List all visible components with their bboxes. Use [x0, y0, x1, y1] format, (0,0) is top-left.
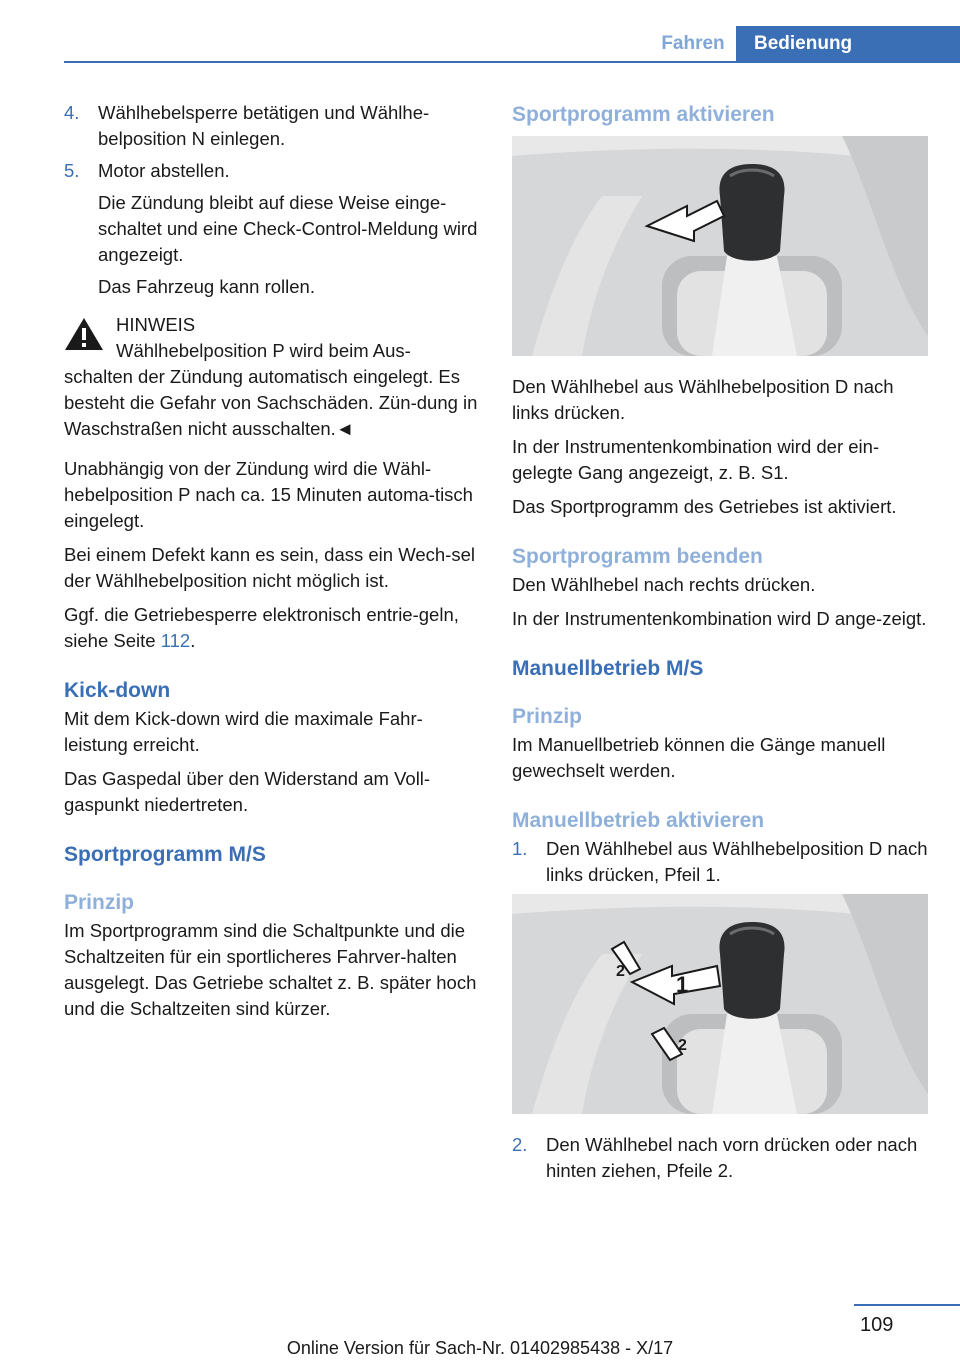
heading-sport-aktivieren: Sportprogramm aktivieren	[512, 103, 775, 126]
paragraph: Das Gaspedal über den Widerstand am Voll-gaspunkt niedertreten.	[64, 768, 431, 815]
list-number: 5.	[64, 160, 80, 181]
gear-lever-manual-illustration	[512, 894, 928, 1114]
paragraph-text: .	[190, 630, 196, 651]
paragraph: Das Sportprogramm des Getriebes ist aktiviert.	[512, 496, 897, 517]
list-number: 4.	[64, 102, 80, 123]
figure-gear-lever-left	[512, 136, 928, 356]
list-item-4	[64, 100, 478, 152]
list-text: Wählhebelsperre betätigen und Wählhe-belposition N einlegen.	[98, 102, 430, 149]
paragraph: Den Wählhebel aus Wählhebelposition D nach links drücken.	[512, 376, 894, 423]
list-item-5	[64, 158, 478, 300]
warning-box	[64, 312, 478, 442]
right-column	[512, 100, 928, 1190]
heading-prinzip-manual: Prinzip	[512, 705, 583, 728]
heading-manuell-aktivieren: Manuellbetrieb aktivieren	[512, 809, 765, 832]
footer-rule	[854, 1304, 960, 1306]
paragraph: Bei einem Defekt kann es sein, dass ein Wech-sel der Wählhebelposition nicht möglich ist.	[64, 544, 475, 591]
list-number: 1.	[512, 838, 528, 859]
warning-title: HINWEIS	[116, 314, 196, 335]
heading-sport-beenden: Sportprogramm beenden	[512, 545, 763, 568]
list-text: Die Zündung bleibt auf diese Weise einge-schaltet und eine Check-Control-Meldung wird angezeigt.	[98, 192, 478, 265]
paragraph: Unabhängig von der Zündung wird die Wähl-hebelposition P nach ca. 15 Minuten automa-tisch eingelegt.	[64, 458, 473, 531]
page-number: 109	[860, 1314, 894, 1336]
heading-manuellbetrieb: Manuellbetrieb M/S	[512, 657, 704, 680]
left-column	[64, 100, 478, 1030]
figure-gear-lever-manual	[512, 894, 928, 1114]
list-item-2	[512, 1132, 928, 1184]
paragraph-text: Ggf. die Getriebesperre elektronisch entrie-geln, siehe Seite	[64, 604, 459, 651]
page-link-112[interactable]: 112	[160, 630, 191, 651]
list-text: Den Wählhebel nach vorn drücken oder nach hinten ziehen, Pfeile 2.	[546, 1134, 918, 1181]
paragraph: Im Manuellbetrieb können die Gänge manuell gewechselt werden.	[512, 734, 886, 781]
warning-line-1: Wählhebelposition P wird beim Aus-	[116, 340, 411, 361]
paragraph: Im Sportprogramm sind die Schaltpunkte und die Schaltzeiten für ein sportlicheres Fahrver-halten ausgelegt. Das Getriebe schaltet z. B. später hoch und die Schaltzeiten sind kürzer.	[64, 920, 477, 1019]
list-text: Den Wählhebel aus Wählhebelposition D nach links drücken, Pfeil 1.	[546, 838, 928, 885]
fig-label-2-bottom: 2	[678, 1037, 687, 1054]
fig-label-2-top: 2	[616, 963, 625, 980]
list-text: Motor abstellen.	[98, 160, 230, 181]
warning-text: schalten der Zündung automatisch eingelegt. Es besteht die Gefahr von Sachschäden. Zün-dung in Waschstraßen nicht ausschalten.◄	[64, 366, 478, 439]
paragraph: In der Instrumentenkombination wird der ein-gelegte Gang angezeigt, z. B. S1.	[512, 436, 880, 483]
paragraph: Den Wählhebel nach rechts drücken.	[512, 574, 816, 595]
header-rule	[64, 61, 960, 63]
heading-kick-down: Kick-down	[64, 679, 171, 702]
heading-sportprogramm: Sportprogramm M/S	[64, 843, 266, 866]
paragraph: In der Instrumentenkombination wird D ange-zeigt.	[512, 608, 927, 629]
paragraph: Mit dem Kick-down wird die maximale Fahr-leistung erreicht.	[64, 708, 423, 755]
header-tab-fahren[interactable]: Fahren	[661, 33, 725, 54]
warning-triangle-icon	[64, 316, 104, 352]
gear-lever-illustration	[512, 136, 928, 356]
online-version-note: Online Version für Sach-Nr. 01402985438 - X/17	[286, 1338, 674, 1358]
paragraph	[64, 602, 478, 654]
fig-label-1: 1	[676, 972, 689, 997]
list-text: Das Fahrzeug kann rollen.	[98, 276, 315, 297]
list-number: 2.	[512, 1134, 528, 1155]
list-item-1	[512, 836, 928, 888]
header-tab-bedienung[interactable]: Bedienung	[736, 26, 960, 62]
heading-prinzip: Prinzip	[64, 891, 135, 914]
